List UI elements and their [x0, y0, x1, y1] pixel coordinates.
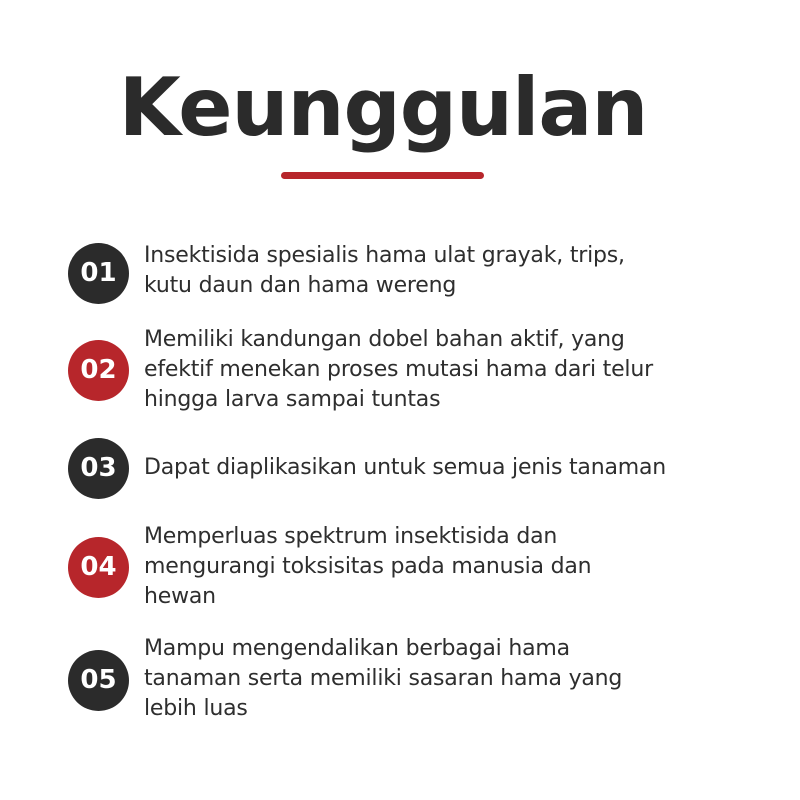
description-line: Mampu mengendalikan berbagai hama — [144, 636, 570, 661]
number-badge: 04 — [68, 537, 129, 598]
description-line: Memiliki kandungan dobel bahan aktif, yang — [144, 327, 625, 352]
description-line: hewan — [144, 584, 216, 609]
description-line: kutu daun dan hama wereng — [144, 273, 457, 298]
page-title: Keunggulan — [118, 61, 648, 154]
description-line: mengurangi toksisitas pada manusia dan — [144, 554, 592, 579]
title-underline — [281, 172, 484, 179]
description-line: efektif menekan proses mutasi hama dari telur — [144, 357, 653, 382]
number-badge: 01 — [68, 243, 129, 304]
item-description — [144, 325, 744, 415]
description-line: Dapat diaplikasikan untuk semua jenis tanaman — [144, 455, 666, 480]
description-line: Memperluas spektrum insektisida dan — [144, 524, 558, 549]
number-badge: 02 — [68, 340, 129, 401]
description-line: hingga larva sampai tuntas — [144, 387, 441, 412]
description-line: tanaman serta memiliki sasaran hama yang — [144, 666, 623, 691]
item-description — [144, 522, 744, 612]
number-badge: 05 — [68, 650, 129, 711]
number-badge: 03 — [68, 438, 129, 499]
description-line: lebih luas — [144, 696, 248, 721]
item-description — [144, 634, 744, 724]
item-description — [144, 241, 744, 301]
description-line: Insektisida spesialis hama ulat grayak, trips, — [144, 243, 625, 268]
item-description — [144, 453, 744, 483]
